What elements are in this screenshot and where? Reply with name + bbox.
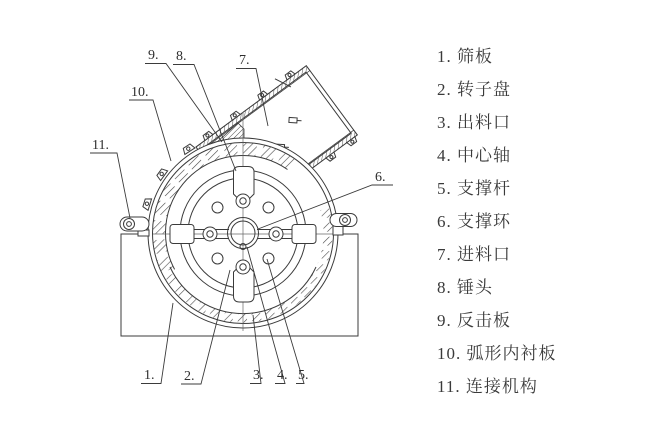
legend-item-7: 7. 进料口: [437, 245, 511, 264]
bracket-pin: [340, 215, 351, 226]
pivot-pin: [236, 194, 250, 208]
legend-item-10: 10. 弧形内衬板: [437, 344, 557, 363]
bracket-pin: [124, 219, 135, 230]
callout-10: 10.: [131, 85, 149, 100]
callout-1: 1.: [144, 368, 155, 383]
connection-bracket-left: [120, 217, 149, 236]
rod-block: [292, 225, 316, 244]
callout-9: 9.: [148, 48, 159, 63]
callout-11: 11.: [92, 138, 109, 153]
bolt-hole: [212, 202, 223, 213]
rod-block: [170, 225, 194, 244]
callout-3: 3.: [253, 368, 264, 383]
legend-item-1: 1. 筛板: [437, 47, 493, 66]
bolt-hole: [212, 253, 223, 264]
callout-2: 2.: [184, 369, 195, 384]
bolt-hole: [263, 202, 274, 213]
legend-item-11: 11. 连接机构: [437, 377, 538, 396]
leader-10: [129, 100, 171, 161]
legend-item-9: 9. 反击板: [437, 311, 511, 330]
legend-item-6: 6. 支撑环: [437, 212, 511, 231]
legend-item-5: 5. 支撑杆: [437, 179, 511, 198]
legend-item-8: 8. 锤头: [437, 278, 493, 297]
bolt-hole: [263, 253, 274, 264]
pivot-pin: [203, 227, 217, 241]
leader-11: [90, 153, 130, 218]
leader-9: [145, 64, 222, 143]
pivot-pin: [236, 260, 250, 274]
pivot-pin: [269, 227, 283, 241]
legend-item-4: 4. 中心轴: [437, 146, 511, 165]
bolt-lug: [142, 197, 151, 210]
parts-legend: [437, 40, 557, 403]
callout-8: 8.: [176, 49, 187, 64]
legend-item-2: 2. 转子盘: [437, 80, 511, 99]
connection-bracket-right: [330, 214, 357, 236]
callout-5: 5.: [298, 368, 309, 383]
legend-item-3: 3. 出料口: [437, 113, 511, 132]
callout-7: 7.: [239, 53, 250, 68]
callout-6: 6.: [375, 170, 386, 185]
callout-4: 4.: [277, 368, 288, 383]
